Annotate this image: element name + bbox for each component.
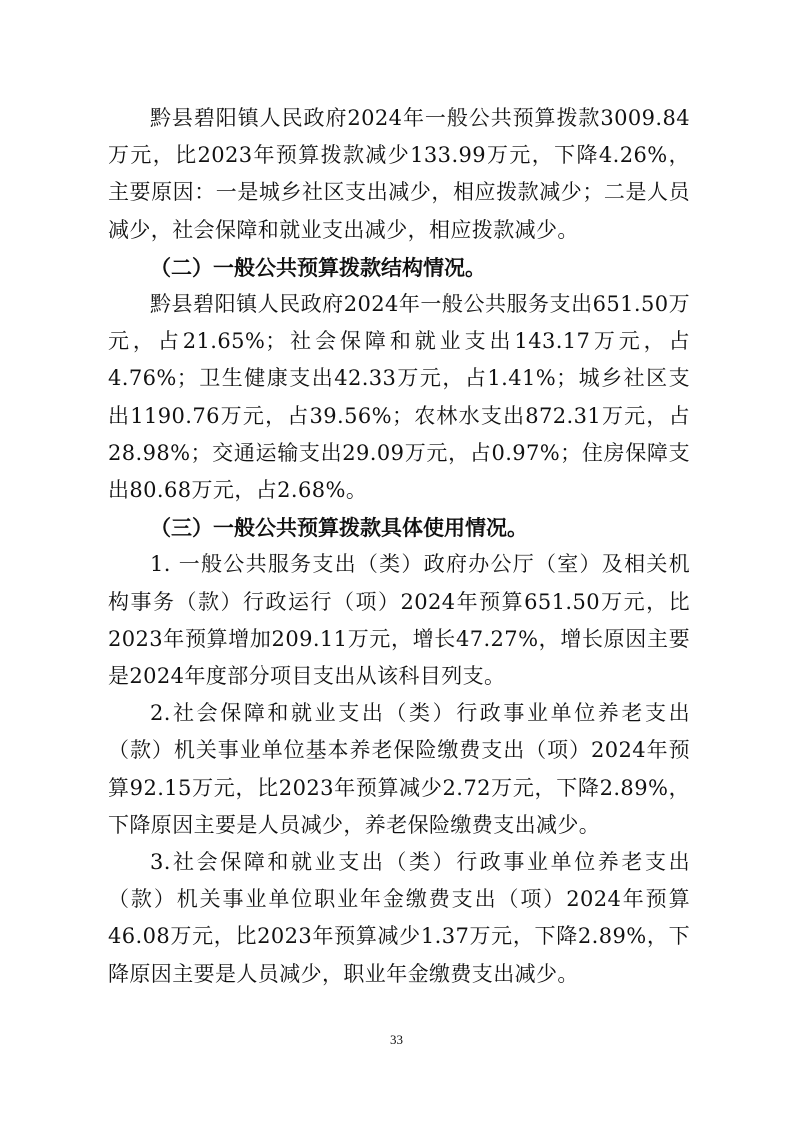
- section-heading-structure: （二）一般公共预算拨款结构情况。: [150, 254, 486, 280]
- section-heading-usage: （三）一般公共预算拨款具体使用情况。: [150, 515, 528, 541]
- document-body: [108, 100, 690, 993]
- paragraph-usage-item-3: 3.社会保障和就业支出（类）行政事业单位养老支出（款）机关事业单位职业年金缴费支出（项）2024年预算46.08万元，比2023年预算减少1.37万元，下降2.89%，下降原因主要是人员减少，职业年金缴费支出减少。: [108, 850, 690, 986]
- paragraph-budget-summary: 黔县碧阳镇人民政府2024年一般公共预算拨款3009.84万元，比2023年预算拨款减少133.99万元，下降4.26%，主要原因：一是城乡社区支出减少，相应拨款减少；二是人员减少，社会保障和就业支出减少，相应拨款减少。: [108, 106, 690, 242]
- paragraph-usage-item-2: 2.社会保障和就业支出（类）行政事业单位养老支出（款）机关事业单位基本养老保险缴费支出（项）2024年预算92.15万元，比2023年预算减少2.72万元，下降2.89%，下降原因主要是人员减少，养老保险缴费支出减少。: [108, 701, 690, 837]
- paragraph-budget-structure: 黔县碧阳镇人民政府2024年一般公共服务支出651.50万元，占21.65%；社会保障和就业支出143.17万元，占4.76%；卫生健康支出42.33万元，占1.41%；城乡社区支出1190.76万元，占39.56%；农林水支出872.31万元，占28.98%；交通运输支出29.09万元，占0.97%；住房保障支出80.68万元，占2.68%。: [108, 292, 690, 503]
- paragraph-usage-item-1: 1. 一般公共服务支出（类）政府办公厅（室）及相关机构事务（款）行政运行（项）2024年预算651.50万元，比2023年预算增加209.11万元，增长47.27%，增长原因主要是2024年度部分项目支出从该科目列支。: [108, 552, 690, 689]
- page-number: 33: [390, 1032, 403, 1047]
